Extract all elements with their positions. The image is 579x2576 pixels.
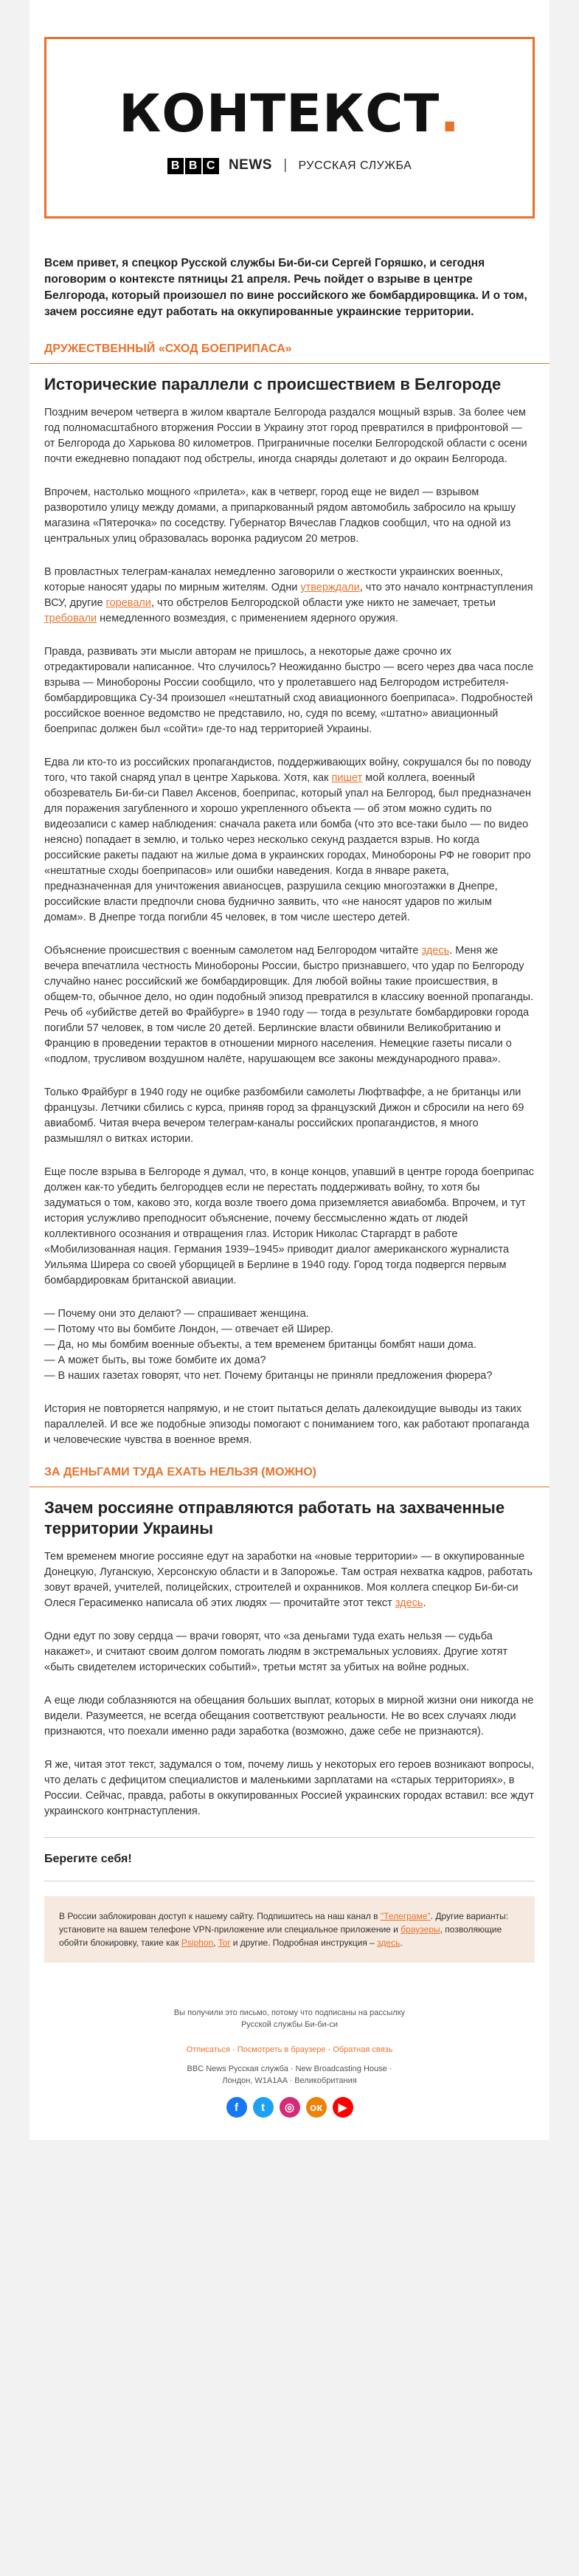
text: В провластных телеграм-каналах немедленно заговорили о жесткости украинских военных, которые наносят удары по мирным жителям. Одни — [44, 566, 504, 593]
paragraph: Только Фрайбург в 1940 году не оцибке разбомбили самолеты Люфтваффе, а не британцы или французы. Летчики сбились с курса, приняв город за французский Дижон и сбросили на него 69 авиабомб. Читая вчера вечером телеграм-каналы российских пропагандистов, я много размышлял о витках истории. — [44, 1086, 524, 1145]
link-claimed[interactable]: утверждали — [300, 582, 360, 593]
paragraph: А еще люди соблазняются на обещания больших выплат, которых в мирной жизни они никогда не видели. Разумеется, не всегда обещания соответствуют реальности. Не во всех случаях люди признаются, что поехали именно ради заработка (возможно, даже себе не признаются). — [44, 1695, 534, 1738]
service-name: РУССКАЯ СЛУЖБА — [298, 159, 412, 172]
text: мой коллега, военный обозреватель Би-би-си Павел Аксенов, боеприпас, который упал на Белгород, был предназначен для поражения загубленного и хорошо укрепленного объекта — об этом можно судить по видеозаписи с камер наблюдения: сначала ракета или бомба (что это все-таки было — по видео неясно) попадает в землю, и только через несколько секунд раздается взрыв. Но когда российские ракеты падают на жилые дома в украинских городах, Минобороны РФ не говорит про «нештатные сходы боеприпасов» или ошибки наведения. Когда в январе ракета, предназначенная для уничтожения авианосцев, разрушила секцию многоэтажки в Днепре, российские власти предпочли снова буднично заявить, что «не наносят ударов по жилым домам». В Днепре тогда погибли 45 человек, в том числе шестеро детей. — [44, 772, 531, 923]
feedback-link[interactable]: Обратная связь — [333, 2045, 393, 2054]
logo-dot: . — [440, 83, 460, 144]
link-instructions[interactable]: здесь — [377, 1938, 401, 1948]
text: , позволяющие обойти блокировку, такие как — [59, 1924, 502, 1948]
link-here[interactable]: здесь — [421, 945, 450, 957]
bbc-letter: B — [185, 158, 201, 174]
text: В России заблокирован доступ к нашему сайту. Подпишитесь на наш канал в — [59, 1911, 381, 1921]
text: . — [423, 1597, 426, 1609]
paragraph — [44, 565, 535, 627]
text: . — [400, 1938, 403, 1948]
paragraph: Еще после взрыва в Белгороде я думал, что, в конце концов, упавший в центре города боеприпас должен как-то убедить белгородцев если не перестать поддерживать войну, то хотя бы задуматься о том, каково это, когда возле твоего дома приземляется авиабомба. Впрочем, и тут история услужливо преподносит объяснение, почему бессмысленно ждать от людей коллективного осознания и отвращения глаз. Историк Николас Старгардт в работе «Мобилизованная нация. Германия 1939–1945» приводит диалог американского журналиста Уильяма Ширера со своей уборщицей в Берлине в 1940 году. Город тогда подвергся первым бомбардировкам британской авиации. — [44, 1166, 534, 1287]
dialog-line: — Почему они это делают? — спрашивает женщина. — [44, 1308, 309, 1320]
paragraph — [44, 1549, 535, 1611]
dialog — [44, 1306, 535, 1384]
footer — [30, 1963, 549, 2140]
text: и другие. Подробная инструкция – — [230, 1938, 378, 1948]
link-here[interactable]: здесь — [395, 1597, 423, 1609]
social-links — [30, 2097, 549, 2140]
footer-text: Вы получили это письмо, потому что подписаны на рассылку Русской службы Би-би-си — [173, 2008, 406, 2029]
paragraph: Впрочем, настолько мощного «прилета», как в четверг, город еще не видел — взрывом разворотило улицу между домами, а припаркованный рядом автомобиль забросило на крышу магазина «Пятерочка» по соседству. Губернатор Вячеслав Гладков сообщил, что на одной из центральных улиц образовалась воронка радиусом 20 метров. — [44, 486, 516, 545]
youtube-icon[interactable]: ▶ — [333, 2097, 353, 2118]
odnoklassniki-icon[interactable]: ок — [306, 2097, 327, 2118]
paragraph: Правда, развивать эти мысли авторам не пришлось, а некоторые даже срочно их отредактировали написанное. Что случилось? Неожиданно быстро — всего через два часа после взрыва — Минобороны России сообщило, что у пролетавшего над Белгородом истребителя-бомбардировщика Су-34 произошел «нештатный сход авиационного боеприпаса». Подробностей российское военное ведомство не представило, но, судя по всему, «штатно» авиационный боеприпас должен был «сойти» где-то над территорией Украины. — [44, 646, 534, 735]
link-tor[interactable]: Tor — [218, 1938, 231, 1948]
text: Объяснение происшествия с военным самолетом над Белгородом читайте — [44, 945, 422, 957]
article-title: Исторические параллели с происшествием в Белгороде — [44, 375, 502, 393]
separator: · — [229, 2045, 238, 2054]
newsletter — [30, 0, 549, 2140]
link-browsers[interactable]: браузеры — [401, 1924, 440, 1935]
separator: · — [325, 2045, 333, 2054]
link-demanded[interactable]: требовали — [44, 613, 97, 624]
footer-address: BBC News Русская служба · New Broadcasting House · Лондон, W1A1AA · Великобритания — [187, 2064, 392, 2085]
dialog-line: — А может быть, вы тоже бомбите их дома? — [44, 1354, 266, 1366]
link-psiphon[interactable]: Psiphon — [181, 1938, 214, 1948]
header — [44, 37, 535, 218]
text: . Меня же вечера впечатлила честность Минобороны России, быстро признавшего, что удар по Белгороду случайно нанес российский же бомбардировщик. Для любой войны такие происшествия, в общем-то, обычное дело, но один подобный эпизод превратился в классику военной пропаганды. Речь об «убийстве детей во Фрайбурге» в 1940 году — тогда в результате бомбардировки города погибли 57 человек, в том числе 20 детей. Берлинские власти обвинили Великобританию и Францию в проведении терактов в отношении мирного населения. Немецкие газеты писали о «подлом, трусливом воздушном налёте, нарушающем все законы международного права». — [44, 945, 534, 1065]
text: . Другие варианты: установите на вашем телефоне VPN-приложение или специальное приложение и — [59, 1911, 509, 1935]
signoff: Берегите себя! — [44, 1853, 132, 1865]
bbc-letter: C — [203, 158, 219, 174]
footer-links — [30, 2045, 549, 2054]
link-telegram[interactable]: "Телеграме" — [380, 1911, 431, 1921]
text: Тем временем многие россияне едут на заработки на «новые территории» — в оккупированные Донецкую, Луганскую, Херсонскую области и в Запорожье. Там острая нехватка кадров, работать зовут врачей, учителей, полицейских, строителей и охранников. Моя коллега спецкор Би-би-си Олеся Герасименко написала об этих людях — прочитайте этот текст — [44, 1551, 533, 1609]
block-notice — [44, 1896, 535, 1963]
link-writes[interactable]: пишет — [331, 772, 363, 784]
logo-text: КОНТЕКСТ — [119, 83, 440, 144]
intro: Всем привет, я спецкор Русской службы Би-би-си Сергей Горяшко, и сегодня поговорим о контексте пятницы 21 апреля. Речь пойдет о взрыве в центре Белгорода, который произошел по вине российского же бомбардировщика. И о том, зачем россияне едут работать на оккупированные украинские территории. — [44, 257, 527, 318]
twitter-icon[interactable]: t — [253, 2097, 274, 2118]
paragraph: Поздним вечером четверга в жилом квартале Белгорода раздался мощный взрыв. За более чем год полномасштабного вторжения России в Украину этот город превратился в прифронтовой — от Белгорода до Харькова 80 километров. Приграничные поселки Белгородской области с осени почти ежедневно попадают под обстрелы, иногда снаряды долетают и до окраин Белгорода. — [44, 407, 527, 465]
view-in-browser-link[interactable]: Посмотреть в браузере — [237, 2045, 326, 2054]
dialog-line: — В наших газетах говорят, что нет. Почему британцы не приняли предложения фюрера? — [44, 1370, 493, 1382]
divider — [44, 1837, 535, 1838]
bbc-branding — [46, 157, 533, 174]
paragraph — [44, 755, 535, 926]
text: немедленного возмездия, с применением ядерного оружия. — [97, 613, 398, 624]
news-label: NEWS — [228, 157, 272, 173]
logo — [46, 83, 533, 144]
separator: | — [283, 157, 288, 173]
text: , что это начало контрнаступления ВСУ, другие — [44, 582, 533, 609]
article-title: Зачем россияне отправляются работать на захваченные территории Украины — [44, 1498, 505, 1537]
text: Едва ли кто-то из российских пропагандистов, поддерживающих войну, сокрушался бы по поводу того, что такой снаряд упал в центре Харькова. Хотя, как — [44, 757, 532, 784]
unsubscribe-link[interactable]: Отписаться — [186, 2045, 230, 2054]
section-label: ЗА ДЕНЬГАМИ ТУДА ЕХАТЬ НЕЛЬЗЯ (МОЖНО) — [30, 1466, 549, 1487]
paragraph: Одни едут по зову сердца — врачи говорят, что «за деньгами туда ехать нельзя — судьба накажет», и считают своим долгом помогать людям в экстремальных условиях. Другие хотят «быть свидетелем исторических событий», третьи мстят за убитых на войне родных. — [44, 1630, 508, 1673]
bbc-logo — [167, 157, 221, 173]
facebook-icon[interactable]: f — [226, 2097, 247, 2118]
paragraph: Я же, читая этот текст, задумался о том, почему лишь у некоторых его героев возникают вопросы, что делать с дефицитом специалистов и маленькими зарплатами на «старых территориях», в России. Сейчас, правда, работы в оккупированных Россией украинских городах вставил: все ждут украинского контрнаступления. — [44, 1759, 535, 1817]
link-grieved[interactable]: горевали — [105, 597, 151, 609]
bbc-letter: B — [167, 158, 184, 174]
text: , что обстрелов Белгородской области уже никто не замечает, третьи — [150, 597, 496, 609]
dialog-line: — Потому что вы бомбите Лондон, — отвечает ей Ширер. — [44, 1323, 333, 1335]
paragraph — [44, 943, 535, 1067]
text: , — [213, 1938, 218, 1948]
paragraph: История не повторяется напрямую, и не стоит пытаться делать далекоидущие выводы из таких параллелей. И все же подобные эпизоды помогают с пониманием того, как работают пропаганда и человеческие чувства в военное время. — [44, 1403, 530, 1446]
dialog-line: — Да, но мы бомбим военные объекты, а тем временем британцы бомбят наши дома. — [44, 1339, 476, 1351]
section-label: ДРУЖЕСТВЕННЫЙ «СХОД БОЕПРИПАСА» — [30, 342, 549, 364]
instagram-icon[interactable]: ◎ — [280, 2097, 300, 2118]
